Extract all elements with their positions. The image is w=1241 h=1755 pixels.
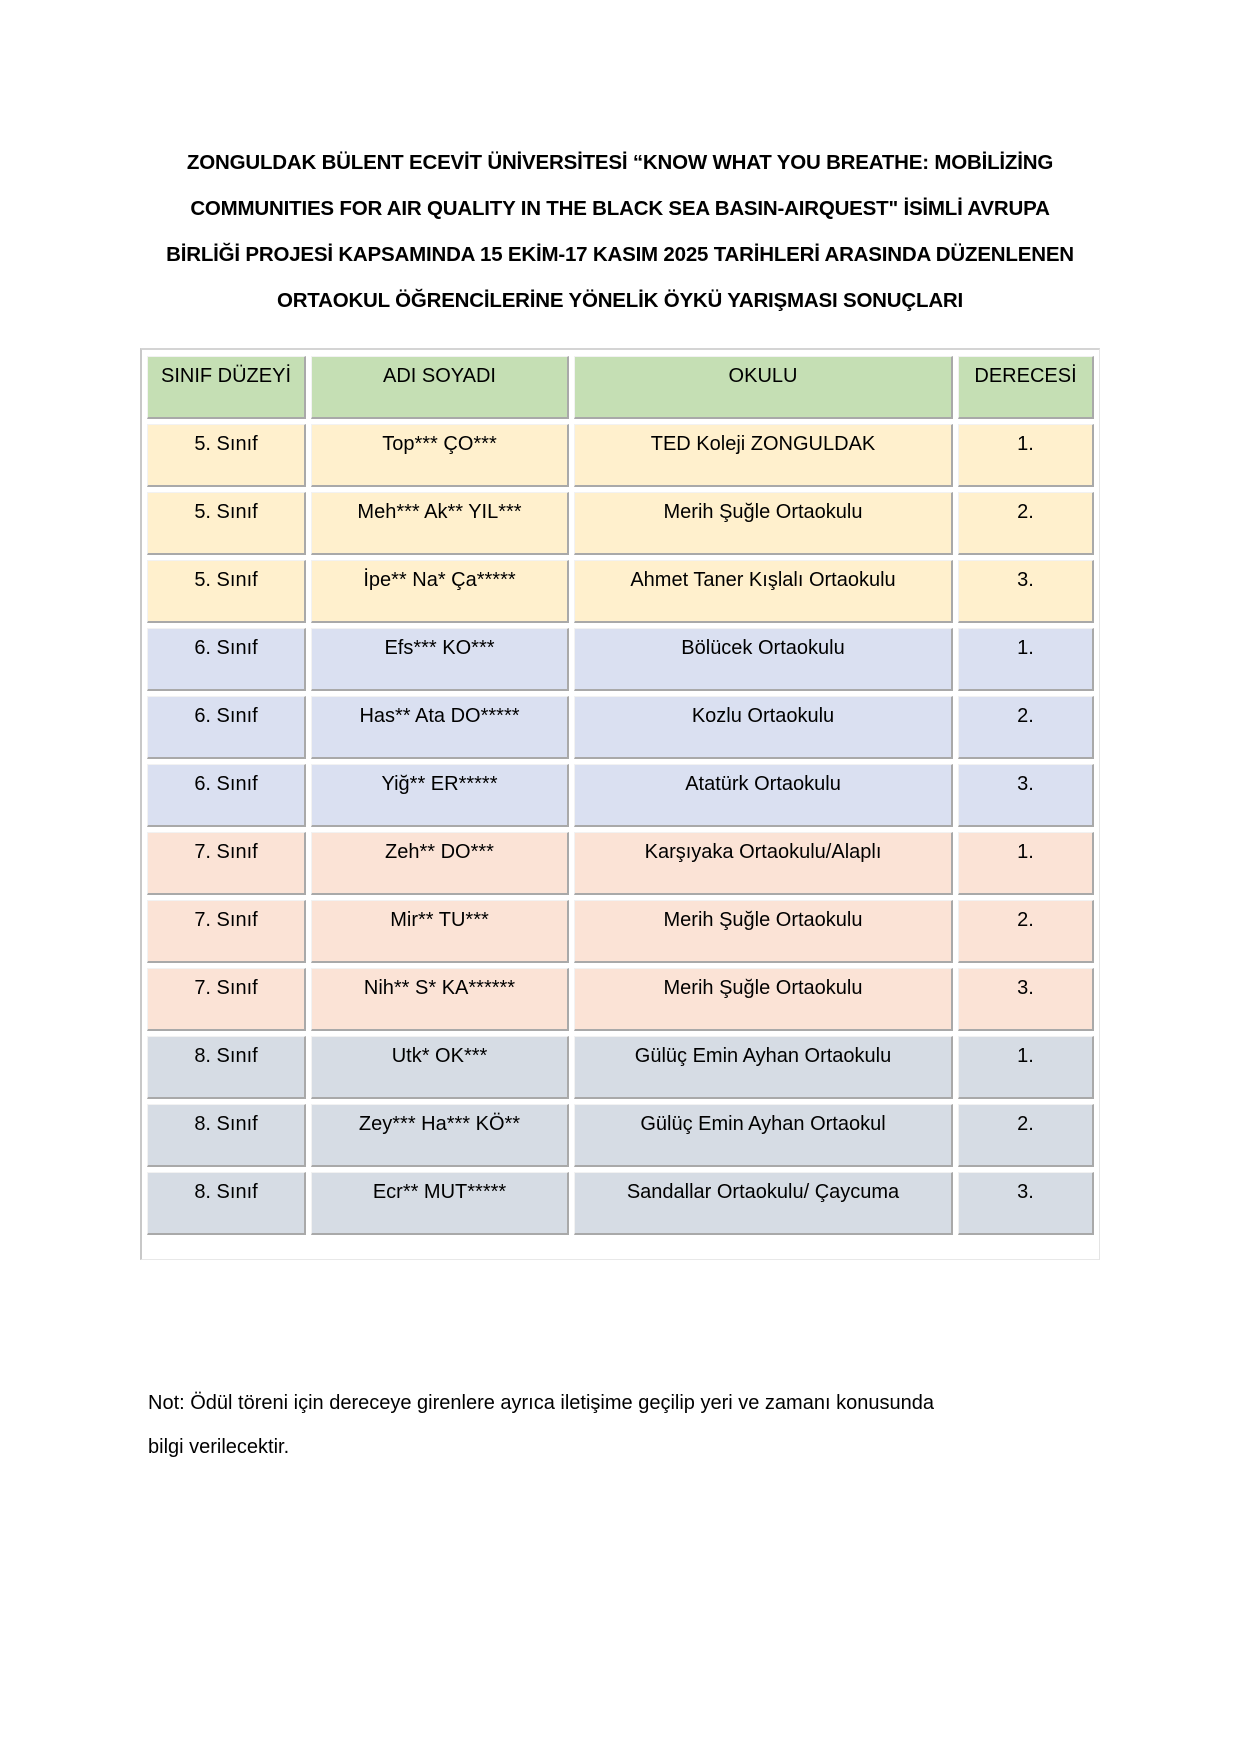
cell-grade-level: 6. Sınıf <box>147 628 306 691</box>
cell-school: Sandallar Ortaokulu/ Çaycuma <box>574 1172 953 1235</box>
cell-school: Gülüç Emin Ayhan Ortaokulu <box>574 1036 953 1099</box>
table-row <box>147 968 1094 1031</box>
cell-school: TED Koleji ZONGULDAK <box>574 424 953 487</box>
cell-school: Merih Şuğle Ortaokulu <box>574 900 953 963</box>
cell-name-surname: Zeh** DO*** <box>311 832 569 895</box>
cell-name-surname: Meh*** Ak** YIL*** <box>311 492 569 555</box>
title-line: BİRLİĞİ PROJESİ KAPSAMINDA 15 EKİM-17 KASIM 2025 TARİHLERİ ARASINDA DÜZENLENEN <box>166 243 1074 266</box>
cell-name-surname: Nih** S* KA****** <box>311 968 569 1031</box>
cell-name-surname: Efs*** KO*** <box>311 628 569 691</box>
cell-grade-level: 7. Sınıf <box>147 832 306 895</box>
cell-grade-level: 6. Sınıf <box>147 764 306 827</box>
results-table <box>142 351 1099 1240</box>
cell-grade-level: 8. Sınıf <box>147 1172 306 1235</box>
cell-school: Karşıyaka Ortaokulu/Alaplı <box>574 832 953 895</box>
title-line: ORTAOKUL ÖĞRENCİLERİNE YÖNELİK ÖYKÜ YARIŞMASI SONUÇLARI <box>276 289 964 312</box>
cell-school: Merih Şuğle Ortaokulu <box>574 492 953 555</box>
cell-rank: 2. <box>958 696 1094 759</box>
table-row <box>147 764 1094 827</box>
cell-school: Bölücek Ortaokulu <box>574 628 953 691</box>
cell-rank: 1. <box>958 628 1094 691</box>
cell-name-surname: Mir** TU*** <box>311 900 569 963</box>
header-school: OKULU <box>574 356 953 419</box>
cell-name-surname: Utk* OK*** <box>311 1036 569 1099</box>
table-row <box>147 1036 1094 1099</box>
cell-school: Atatürk Ortaokulu <box>574 764 953 827</box>
cell-school: Gülüç Emin Ayhan Ortaokul <box>574 1104 953 1167</box>
table-row <box>147 560 1094 623</box>
cell-name-surname: Zey*** Ha*** KÖ** <box>311 1104 569 1167</box>
results-table-container <box>140 348 1100 1260</box>
cell-rank: 1. <box>958 1036 1094 1099</box>
table-row <box>147 424 1094 487</box>
note-line: bilgi verilecektir. <box>148 1436 290 1458</box>
cell-rank: 2. <box>958 492 1094 555</box>
cell-grade-level: 6. Sınıf <box>147 696 306 759</box>
cell-school: Ahmet Taner Kışlalı Ortaokulu <box>574 560 953 623</box>
cell-rank: 1. <box>958 424 1094 487</box>
cell-grade-level: 8. Sınıf <box>147 1104 306 1167</box>
cell-rank: 3. <box>958 1172 1094 1235</box>
cell-name-surname: Ecr** MUT***** <box>311 1172 569 1235</box>
header-name-surname: ADI SOYADI <box>311 356 569 419</box>
cell-rank: 1. <box>958 832 1094 895</box>
header-grade-level: SINIF DÜZEYİ <box>147 356 306 419</box>
table-row <box>147 1172 1094 1235</box>
cell-name-surname: İpe** Na* Ça***** <box>311 560 569 623</box>
cell-grade-level: 7. Sınıf <box>147 968 306 1031</box>
table-row <box>147 628 1094 691</box>
table-row <box>147 492 1094 555</box>
title-line: COMMUNITIES FOR AIR QUALITY IN THE BLACK SEA BASIN-AIRQUEST" İSİMLİ AVRUPA <box>190 197 1050 220</box>
cell-rank: 2. <box>958 1104 1094 1167</box>
header-rank: DERECESİ <box>958 356 1094 419</box>
cell-grade-level: 5. Sınıf <box>147 560 306 623</box>
cell-rank: 3. <box>958 968 1094 1031</box>
cell-school: Merih Şuğle Ortaokulu <box>574 968 953 1031</box>
page-title <box>140 140 1100 324</box>
cell-name-surname: Yiğ** ER***** <box>311 764 569 827</box>
table-row <box>147 696 1094 759</box>
table-row <box>147 832 1094 895</box>
cell-grade-level: 8. Sınıf <box>147 1036 306 1099</box>
note-line: Not: Ödül töreni için dereceye girenlere ayrıca iletişime geçilip yeri ve zamanı konusunda <box>148 1392 934 1414</box>
cell-grade-level: 7. Sınıf <box>147 900 306 963</box>
note <box>148 1381 1108 1469</box>
table-header-row <box>147 356 1094 419</box>
cell-name-surname: Has** Ata DO***** <box>311 696 569 759</box>
table-row <box>147 1104 1094 1167</box>
cell-grade-level: 5. Sınıf <box>147 424 306 487</box>
cell-rank: 3. <box>958 560 1094 623</box>
title-line: ZONGULDAK BÜLENT ECEVİT ÜNİVERSİTESİ “KNOW WHAT YOU BREATHE: MOBİLİZİNG <box>186 151 1054 174</box>
cell-name-surname: Top*** ÇO*** <box>311 424 569 487</box>
cell-rank: 3. <box>958 764 1094 827</box>
cell-school: Kozlu Ortaokulu <box>574 696 953 759</box>
table-row <box>147 900 1094 963</box>
cell-grade-level: 5. Sınıf <box>147 492 306 555</box>
cell-rank: 2. <box>958 900 1094 963</box>
